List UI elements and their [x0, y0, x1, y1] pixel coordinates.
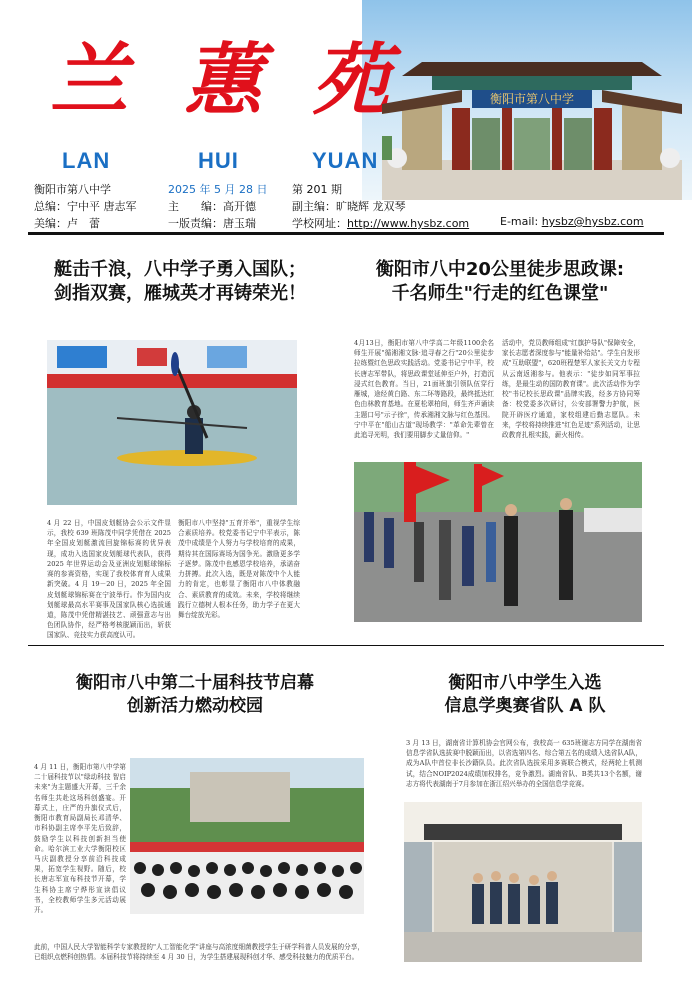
- deputy-editor: 副主编：旷晓辉 龙双琴: [292, 200, 406, 213]
- masthead-divider: [28, 232, 664, 235]
- kayak-body-col-2: 衡阳市八中坚持"五育并举"，重视学生综合素质培养。校党委书记宁中平表示，陈茂中成绩是个人努力与学校培育的成果，期待其在国际赛场为国争光。激励更多学子逐梦。陈茂中也感恩学校培养，承诺奋力拼搏。此次入选，既是对陈茂中个人能力的肯定，也彰显了衡阳市八中体教融合、素质教育的成效。未来，学校将继续践行立德树人根本任务，助力学子在更大舞台绽放光彩。: [178, 519, 300, 619]
- masthead: [0, 0, 692, 232]
- school-gate-photo: [382, 40, 682, 200]
- hike-headline-line-1: 衡阳市八中20公里徒步思政课:: [375, 259, 625, 280]
- section-divider: [28, 645, 664, 646]
- title-char-yuan: 苑: [312, 35, 391, 126]
- informatics-headline-line-2: 信息学奥赛省队 A 队: [444, 695, 606, 716]
- pinyin-hui: HUI: [198, 148, 239, 173]
- science-photo: [130, 758, 364, 914]
- layout-editor: 一版责编：唐玉瑞: [168, 217, 256, 230]
- school-name: 衡阳市第八中学: [34, 183, 111, 196]
- science-headline: [30, 672, 360, 718]
- issue-date: 2025 年 5 月 28 日: [168, 183, 268, 196]
- editor: 主 编：高开德: [168, 200, 256, 213]
- kayak-headline: [30, 258, 330, 307]
- gate-sign-text: 衡阳市第八中学: [489, 92, 575, 106]
- website-row: [292, 215, 469, 231]
- informatics-photo: [404, 802, 642, 962]
- science-body-col-1: 4 月 11 日，衡阳市第八中学第二十届科技节以"绿动科技 智启未来"为主题盛大开幕，三千余名师生共赴这场科创盛宴。开幕式上，庄严的升旗仪式后，衡阳市教育局副局长邓清华、市科协副主席李平先后致辞，鼓励学生以科技创新担当使命。哈尔滨工业大学衡阳校区马庆副教授分享前沿科技成果，拓宽学生视野。随后，校长唐志军宣布科技节开幕，学生科协主席宁烨彤宣读倡议书，全校教师学生多元活动展开。: [34, 763, 126, 915]
- chief-editor: 总编：宁中平 唐志军: [34, 200, 137, 213]
- hike-headline: [345, 258, 655, 307]
- art-editor: 美编：卢 蕾: [34, 217, 100, 230]
- informatics-body: 3 月 13 日，湖南省计算机协会官网公布，我校高一 635班谢志方同学在湖南省信息学省队选拔赛中脱颖而出，以省选第四名、综合第五名的成绩入选省队A队，成为A队中首位非长沙籍队员。此次省队选拔采用多赛联合模式，经两轮上机测试，结合NOIP2024成绩加权排名，竞争激烈。湖南省队、B类共13个名额，谢志方将代表湖南于7月参加在浙江绍兴举办的全国信息学竞赛。: [406, 739, 642, 788]
- email-row: [500, 215, 644, 228]
- kayak-headline-line-2: 剑指双赛，雁城英才再铸荣光！: [54, 283, 306, 305]
- informatics-headline: [392, 672, 658, 718]
- science-headline-line-2: 创新活力燃动校园: [127, 695, 263, 716]
- hike-body-col-1: 4月13日，衡阳市第八中学高二年级1100余名师生开展"循湘湘文脉·追寻春之行"20公里徒步拉练暨红色思政实践活动。党委书记宁中平，校长唐志军带队，将思政课堂延伸至户外，打造沉浸式红色教育。当日，21面班旗引领队伍穿行雁城，途经黄白路、东二环等路段，最终抵达红色由林教育基地。在夏松翠柏间，师生齐声诵读主题口号"示子徐"，传承湘湘文脉与红色基因。宁中平在"船山古道"现场教学："革命先辈曾在此追寻光明，我们要用脚步丈量信仰。": [354, 339, 494, 439]
- email-link[interactable]: hysbz@hysbz.com: [541, 215, 644, 228]
- title-char-lan: 兰: [50, 35, 129, 126]
- website-label: 学校网址：: [292, 217, 347, 230]
- kayak-photo: [47, 340, 297, 505]
- science-body-col-2: 此前，中国人民大学智能科学专家教授的"人工智能化学"讲座与高浓度细菌教授学生于研学科普人员发展的分享，已组织点燃科创热情。本届科技节将持续至 4 月 30 日，为学生搭建展现科创才华、感受科技魅力的优质平台。: [34, 943, 364, 962]
- hike-body-col-2: 活动中，党员教师组成"红旗护导队"保障安全，家长志愿者深度参与"能量补给站"。学生自发形成"互助联盟"，620班程楚军人家长关文力专程从云南返湘参与。他表示："徒步如同军事拉练，是最生动的国防教育课"。此次活动作为学校"书记校长思政课"品牌实践，经多方协同筹备：校党委多次研讨，公安部署警力护航，医院开辟医疗通道，家校组建后勤志愿队。未来，学校将持续推进"红色足迹"系列活动，让思政教育扎根实践，薪火相传。: [502, 339, 640, 439]
- kayak-body-col-1: 4 月 22 日，中国皮划艇协会公示文件显示，我校 639 班陈茂中同学凭借在 2025 年全国皮划艇激流回旋锦标赛的优异表现，成功入选国家皮划艇球代表队，获得 2025 年世界运动会及亚洲皮划艇球锦标赛的参赛资格，实现了我校体育育人成果新突破。4 月 19－20 日，2025 年全国皮划艇球锦标赛在宁波举行。作为国内皮划艇球最高水平赛事及国家队核心选拔通道，陈茂中凭借精湛技艺、顽强意志与出色团队协作，经严格考核脱颖而出，斩获国家队、竞技实力获高度认可。: [47, 519, 171, 640]
- website-link[interactable]: http://www.hysbz.com: [347, 217, 470, 230]
- kayak-headline-line-1: 艇击千浪，八中学子勇入国队；: [54, 259, 306, 280]
- pinyin-lan: LAN: [62, 148, 111, 173]
- hike-headline-line-2: 千名师生"行走的红色课堂": [391, 283, 609, 305]
- science-headline-line-1: 衡阳市八中第二十届科技节启幕: [76, 673, 314, 693]
- issue-number: 第 201 期: [292, 183, 342, 196]
- pinyin-yuan: YUAN: [312, 148, 379, 173]
- informatics-headline-line-1: 衡阳市八中学生入选: [448, 673, 602, 693]
- email-label: E-mail:: [500, 215, 542, 228]
- title-char-hui: 蕙: [184, 35, 263, 126]
- hike-photo: [354, 462, 642, 622]
